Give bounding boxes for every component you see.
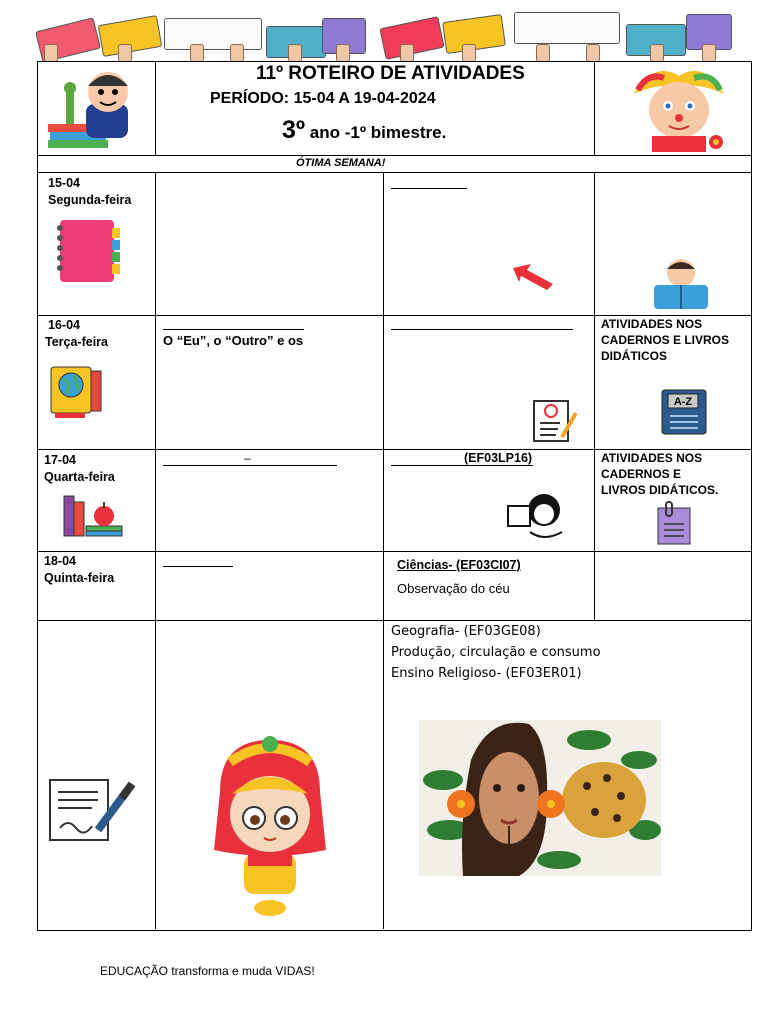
wednesday-dash: –: [244, 451, 251, 465]
clown-girl-icon: [624, 64, 734, 152]
child-reading-icon: [650, 255, 712, 311]
notebook-icon: [54, 218, 122, 284]
week-greeting: ÓTIMA SEMANA!: [296, 157, 386, 169]
grade-rest: ano -1º bimestre.: [305, 123, 447, 142]
mafalda-reading-icon: [504, 492, 568, 544]
wednesday-activities-note: ATIVIDADES NOS CADERNOS E LIVROS DIDÁTICOS.: [601, 451, 719, 497]
day-weekday: Terça-feira: [45, 335, 108, 349]
day-date: 18-04: [44, 554, 76, 568]
dictionary-icon: [658, 386, 714, 438]
page-title: 11º ROTEIRO DE ATIVIDADES: [256, 63, 525, 84]
day-weekday: Segunda-feira: [48, 193, 132, 207]
day-date: 16-04: [48, 318, 80, 332]
day-label: [44, 553, 114, 587]
books-apple-icon: [62, 492, 124, 538]
grade-number: 3º: [282, 116, 306, 144]
period-text: PERÍODO: 15-04 A 19-04-2024: [210, 90, 436, 107]
clipboard-icon: [652, 500, 696, 546]
friday-geography-code: Geografia- (EF03GE08): [391, 624, 541, 639]
thursday-science-topic: Observação do céu: [397, 581, 510, 596]
friday-religion-code: Ensino Religioso- (EF03ER01): [391, 666, 582, 681]
day-label: [44, 452, 115, 486]
open-book-icon: [164, 18, 262, 50]
thursday-science-code: Ciências- (EF03CI07): [397, 558, 521, 572]
open-book-icon: [514, 12, 620, 44]
red-arrow-icon: [511, 262, 555, 292]
day-date: 15-04: [48, 176, 80, 190]
tuesday-topic: O “Eu”, o “Outro” e os: [163, 333, 304, 348]
friday-geography-topic: Produção, circulação e consumo: [391, 645, 601, 660]
day-weekday: Quarta-feira: [44, 470, 115, 484]
svg-text:A-Z: A-Z: [673, 396, 693, 408]
top-banner: [30, 6, 750, 58]
day-weekday: Quinta-feira: [44, 571, 115, 585]
day-date: 17-04: [44, 453, 76, 467]
wednesday-code: (EF03LP16): [464, 451, 533, 465]
grade-text: [282, 116, 446, 145]
book-globe-icon: [47, 363, 103, 419]
contract-pen-icon: [48, 776, 138, 842]
day-label: [45, 317, 108, 351]
footer-motto: EDUCAÇÃO transforma e muda VIDAS!: [100, 964, 315, 978]
day-label: [48, 175, 131, 209]
resume-pen-icon: [530, 399, 580, 443]
doll-character-icon: [200, 732, 340, 920]
indigenous-woman-jaguar-image: [419, 720, 661, 876]
teacher-books-icon: [46, 64, 146, 152]
tuesday-activities-note: ATIVIDADES NOS CADERNOS E LIVROS DIDÁTICOS: [601, 317, 730, 363]
